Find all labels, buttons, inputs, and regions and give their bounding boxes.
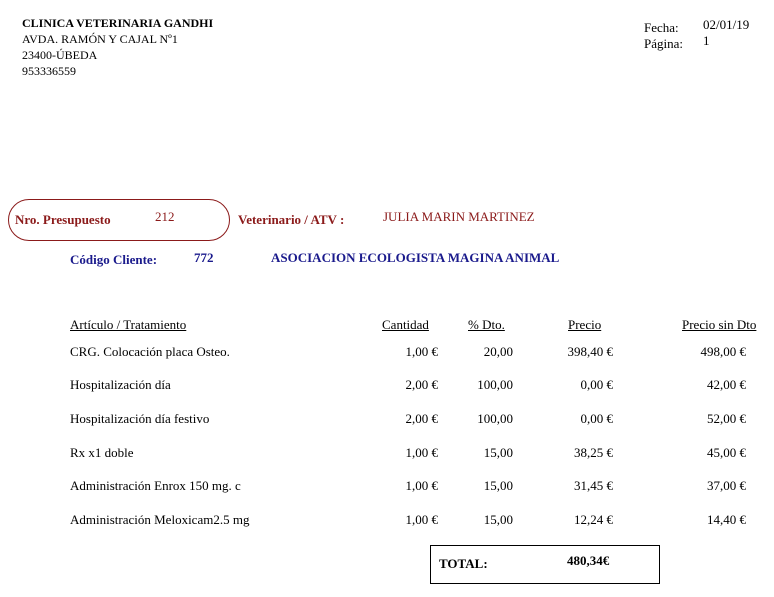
row-price: 38,25 € <box>574 445 613 460</box>
header-quantity: Cantidad <box>382 317 429 332</box>
header-article: Artículo / Tratamiento <box>70 317 187 332</box>
total-value: 480,34€ <box>567 553 610 568</box>
page-value: 1 <box>703 33 710 48</box>
total-label: TOTAL: <box>439 556 488 571</box>
row-article: Hospitalización día <box>70 377 171 392</box>
row-quantity: 1,00 € <box>405 445 438 460</box>
row-article: Administración Enrox 150 mg. c <box>70 478 241 493</box>
clinic-address: AVDA. RAMÓN Y CAJAL Nº1 <box>22 32 178 46</box>
row-discount: 15,00 <box>483 445 513 460</box>
vet-name: JULIA MARIN MARTINEZ <box>383 209 535 224</box>
row-discount: 100,00 <box>477 377 513 392</box>
row-article: Rx x1 doble <box>70 445 134 460</box>
row-article: Hospitalización día festivo <box>70 411 210 426</box>
row-price: 398,40 € <box>567 344 613 359</box>
row-price-no-discount: 37,00 € <box>707 478 746 493</box>
budget-number-label: Nro. Presupuesto <box>15 212 111 227</box>
clinic-city: 23400-ÚBEDA <box>22 48 98 62</box>
row-discount: 20,00 <box>483 344 513 359</box>
row-quantity: 2,00 € <box>405 377 438 392</box>
date-value: 02/01/19 <box>703 17 750 32</box>
row-quantity: 2,00 € <box>405 411 438 426</box>
clinic-phone: 953336559 <box>22 64 76 78</box>
row-discount: 100,00 <box>477 411 513 426</box>
budget-number: 212 <box>155 209 175 224</box>
row-quantity: 1,00 € <box>405 478 438 493</box>
header-discount: % Dto. <box>468 317 505 332</box>
row-price-no-discount: 498,00 € <box>700 344 746 359</box>
row-price-no-discount: 52,00 € <box>707 411 746 426</box>
row-article: CRG. Colocación placa Osteo. <box>70 344 230 359</box>
row-price: 0,00 € <box>580 411 613 426</box>
vet-label: Veterinario / ATV : <box>238 212 345 227</box>
row-price: 12,24 € <box>574 512 613 527</box>
client-code-label: Código Cliente: <box>70 252 158 267</box>
client-name: ASOCIACION ECOLOGISTA MAGINA ANIMAL <box>271 250 560 265</box>
header-price-no-discount: Precio sin Dto <box>682 317 757 332</box>
row-discount: 15,00 <box>483 512 513 527</box>
row-price-no-discount: 14,40 € <box>707 512 746 527</box>
row-price: 0,00 € <box>580 377 613 392</box>
clinic-name: CLINICA VETERINARIA GANDHI <box>22 16 214 30</box>
header-price: Precio <box>568 317 602 332</box>
client-code: 772 <box>194 250 214 265</box>
row-price-no-discount: 42,00 € <box>707 377 746 392</box>
row-discount: 15,00 <box>483 478 513 493</box>
row-price: 31,45 € <box>574 478 613 493</box>
date-label: Fecha: <box>644 20 679 35</box>
page-label: Página: <box>644 36 683 51</box>
row-quantity: 1,00 € <box>405 512 438 527</box>
row-quantity: 1,00 € <box>405 344 438 359</box>
row-article: Administración Meloxicam2.5 mg <box>70 512 250 527</box>
row-price-no-discount: 45,00 € <box>707 445 746 460</box>
